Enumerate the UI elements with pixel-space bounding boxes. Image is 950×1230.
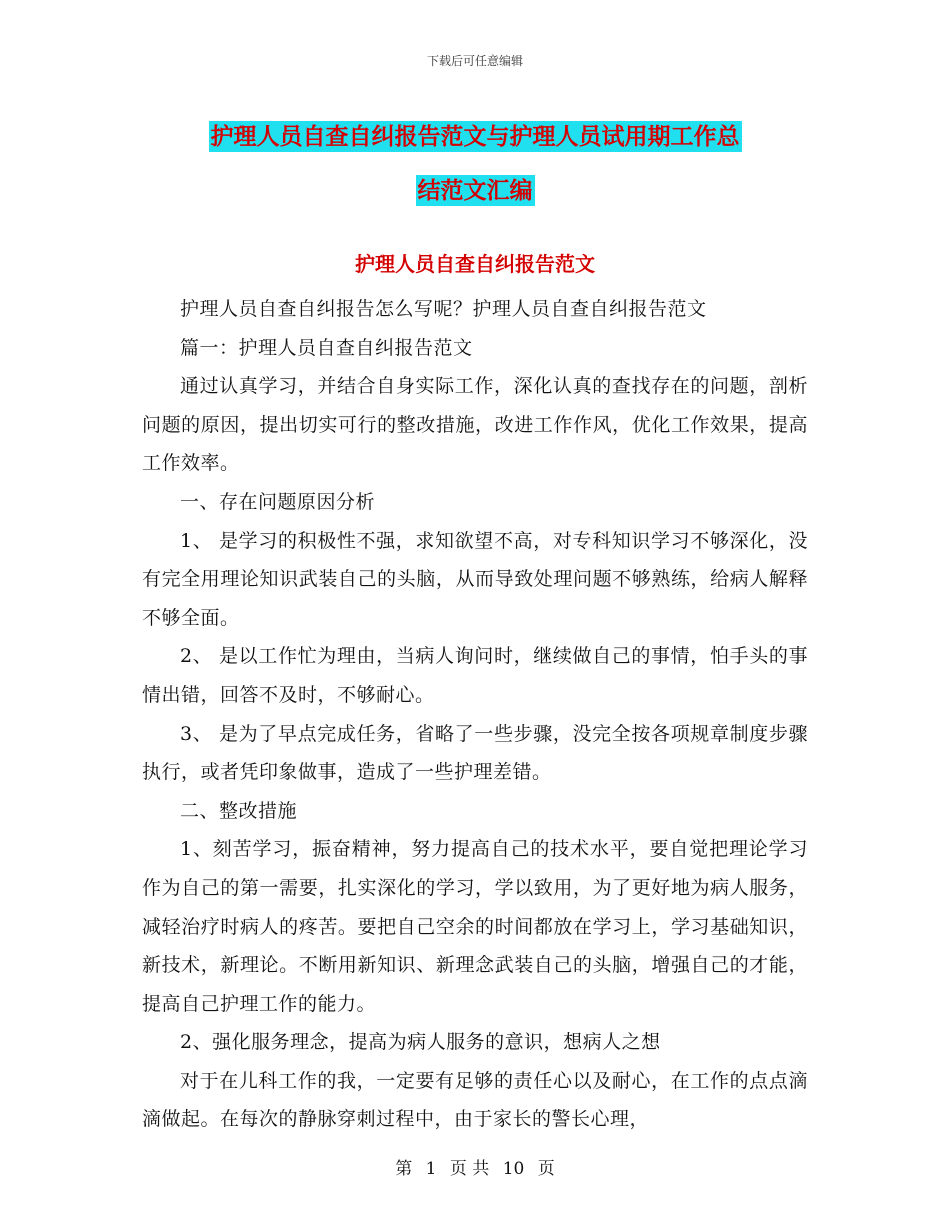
- footer-total-pages: 10: [502, 1159, 525, 1179]
- paragraph: 篇一：护理人员自查自纠报告范文: [180, 336, 473, 359]
- paragraph: 3、 是为了早点完成任务，省略了一些步骤，没完全按各项规章制度步骤执行，或者凭印象做事，造成了一些护理差错。: [142, 722, 808, 784]
- paragraph: 1、刻苦学习，振奋精神，努力提高自己的技术水平，要自觉把理论学习作为自己的第一需要，扎实深化的学习，学以致用，为了更好地为病人服务，减轻治疗时病人的疼苦。要把自己空余的时间都放在学习上，学习基础知识，新技术，新理论。不断用新知识、新理念武装自己的头脑，增强自己的才能，提高自己护理工作的能力。: [142, 838, 808, 1015]
- document-title: [140, 110, 810, 218]
- paragraph: 通过认真学习，并结合自身实际工作，深化认真的查找存在的问题，剖析问题的原因，提出切实可行的整改措施，改进工作作风，优化工作效果，提高工作效率。: [142, 375, 808, 475]
- footer-middle: 页 共: [449, 1159, 490, 1179]
- paragraph: 一、存在问题原因分析: [180, 490, 376, 513]
- paragraph: 护理人员自查自纠报告怎么写呢？护理人员自查自纠报告范文: [180, 298, 707, 320]
- paragraph: 对于在儿科工作的我，一定要有足够的责任心以及耐心，在工作的点点滴滴做起。在每次的静脉穿刺过程中，由于家长的警长心理，: [142, 1069, 808, 1131]
- footer-prefix: 第: [395, 1159, 413, 1179]
- section-heading: 护理人员自查自纠报告范文: [355, 252, 595, 276]
- paragraph: 2、强化服务理念，提高为病人服务的意识，想病人之想: [180, 1031, 661, 1054]
- document-body: [142, 290, 808, 1139]
- paragraph: 二、整改措施: [180, 799, 298, 822]
- footer-suffix: 页: [537, 1159, 555, 1179]
- paragraph: 1、 是学习的积极性不强，求知欲望不高，对专科知识学习不够深化，没有完全用理论知识武装自己的头脑，从而导致处理问题不够熟练，给病人解释不够全面。: [142, 529, 808, 629]
- header-note: 下载后可任意编辑: [426, 54, 523, 68]
- footer-current-page: 1: [425, 1159, 437, 1179]
- paragraph: 2、 是以工作忙为理由，当病人询问时，继续做自己的事情，怕手头的事情出错，回答不及时，不够耐心。: [142, 645, 808, 706]
- title-line-1: 护理人员自查自纠报告范文与护理人员试用期工作总: [210, 123, 740, 150]
- page-footer: [0, 1154, 950, 1179]
- title-line-2: 结范文汇编: [417, 177, 533, 204]
